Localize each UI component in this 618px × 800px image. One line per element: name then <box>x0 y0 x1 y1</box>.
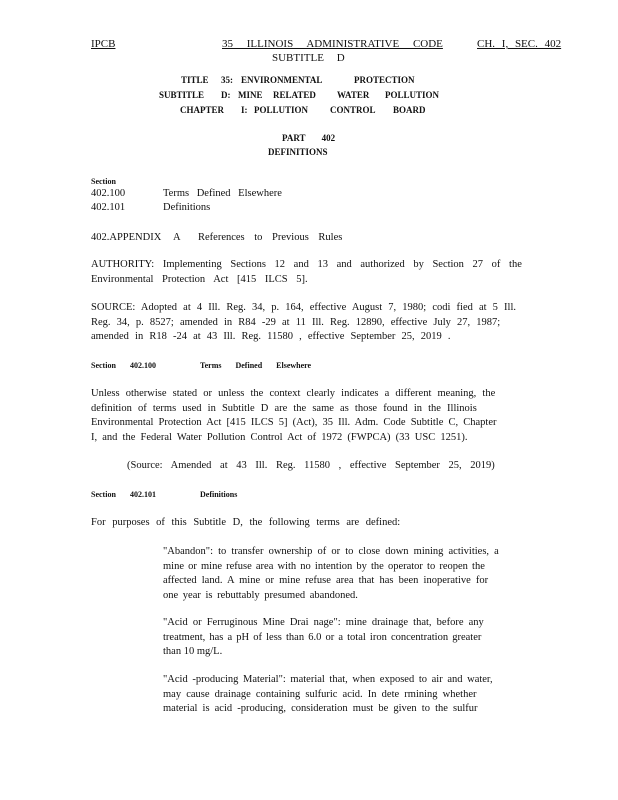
section-101-label: Section <box>91 490 116 499</box>
definition-abandon-line-1: "Abandon": to transfer ownership of or to close down mining activities, a <box>163 546 499 557</box>
subtitle-label: SUBTITLE <box>159 90 205 100</box>
header-code <box>222 38 443 50</box>
source-line-2: Reg. 34, p. 8527; amended in R84 -29 at 11 Ill. Reg. 12890, effective July 27, 1987; <box>91 316 501 328</box>
definition-abandon-line-2: mine or mine refuse area with no intention by the operator to reopen the <box>163 560 485 572</box>
header-subtitle: SUBTITLE D <box>272 52 345 64</box>
section-100-body <box>91 387 506 445</box>
definition-acid-producing-material <box>163 673 518 717</box>
authority-line-2: Environmental Protection Act [415 ILCS 5]. <box>91 273 308 285</box>
chapter-label: CHAPTER <box>180 105 225 115</box>
toc-row-2-title: Definitions <box>163 202 211 213</box>
title-label: TITLE <box>181 75 209 85</box>
definition-abandon-line-4: one year is rebuttably presumed abandoned. <box>163 589 358 601</box>
header-section-ref: CH. I, SEC. 402 <box>477 38 562 50</box>
definition-acid-drainage-line-3: than 10 mg/L. <box>163 646 223 657</box>
subtitle-word-4: POLLUTION <box>385 90 440 100</box>
definition-acid-producing-line-1: "Acid -producing Material": material that, when exposed to air and water, <box>163 674 493 685</box>
subtitle-word-1: MINE <box>238 90 263 100</box>
part-name: DEFINITIONS <box>268 147 328 157</box>
toc-row-2-num: 402.101 <box>91 202 126 213</box>
chapter-number: I: <box>241 105 248 115</box>
source-note <box>91 301 517 345</box>
chapter-word-3: BOARD <box>393 105 426 115</box>
section-100-line-2: definition of terms used in Subtitle D are the same as those found in the Illinois <box>91 402 477 414</box>
authority-note <box>91 258 522 287</box>
definition-abandon-line-3: affected land. A mine or mine refuse area that has been inoperative for <box>163 575 489 586</box>
definition-acid-producing-line-2: may cause drainage containing sulfuric acid. In dete rmining whether <box>163 688 477 700</box>
source-line-1: SOURCE: Adopted at 4 Ill. Reg. 34, p. 164, effective August 7, 1980; codi fied at 5 Ill. <box>91 302 517 313</box>
title-word-1: ENVIRONMENTAL <box>241 75 323 85</box>
toc-appendix-title: References to Previous Rules <box>198 232 343 243</box>
toc-row-1-title: Terms Defined Elsewhere <box>163 188 282 199</box>
title-number: 35: <box>221 75 233 85</box>
subtitle-word-2: RELATED <box>273 90 316 100</box>
section-100-label: Section <box>91 361 116 370</box>
section-100-source-note: (Source: Amended at 43 Ill. Reg. 11580 , effective September 25, 2019) <box>127 460 495 471</box>
section-101-title: Definitions <box>200 490 238 499</box>
chapter-word-2: CONTROL <box>330 105 376 115</box>
definition-acid-drainage-line-1: "Acid or Ferruginous Mine Drai nage": mine drainage that, before any <box>163 617 484 628</box>
section-100-line-1: Unless otherwise stated or unless the context clearly indicates a different meaning, the <box>91 388 496 399</box>
definition-abandon <box>163 545 518 603</box>
chapter-word-1: POLLUTION <box>254 105 309 115</box>
section-101-intro: For purposes of this Subtitle D, the following terms are defined: <box>91 517 401 528</box>
title-word-2: PROTECTION <box>354 75 415 85</box>
toc-appendix-num: 402.APPENDIX <box>91 232 162 243</box>
section-100-number: 402.100 <box>130 361 156 370</box>
definition-acid-mine-drainage <box>163 616 518 660</box>
toc-appendix-letter: A <box>173 232 181 243</box>
section-100-line-4: I, and the Federal Water Pollution Control Act of 1972 (FWPCA) (33 USC 1251). <box>91 431 468 443</box>
definition-acid-producing-line-3: material is acid -producing, consideration must be given to the sulfur <box>163 703 478 714</box>
header-code-text: 35 ILLINOIS ADMINISTRATIVE CODE <box>222 38 443 50</box>
header-agency: IPCB <box>91 38 116 50</box>
toc-heading: Section <box>91 177 116 186</box>
section-100-title: Terms Defined Elsewhere <box>200 361 312 370</box>
toc-row-1-num: 402.100 <box>91 188 126 199</box>
definition-acid-drainage-line-2: treatment, has a pH of less than 6.0 or a total iron concentration greater <box>163 631 482 643</box>
section-101-number: 402.101 <box>130 490 156 499</box>
authority-line-1: AUTHORITY: Implementing Sections 12 and 13 and authorized by Section 27 of the <box>91 259 522 270</box>
subtitle-letter: D: <box>221 90 231 100</box>
source-line-3: amended in R18 -24 at 43 Ill. Reg. 11580 , effective September 25, 2019 . <box>91 331 451 342</box>
subtitle-word-3: WATER <box>337 90 370 100</box>
section-100-line-3: Environmental Protection Act [415 ILCS 5] (Act), 35 Ill. Adm. Code Subtitle C, Chapter <box>91 417 497 428</box>
part-number: PART 402 <box>282 133 336 143</box>
